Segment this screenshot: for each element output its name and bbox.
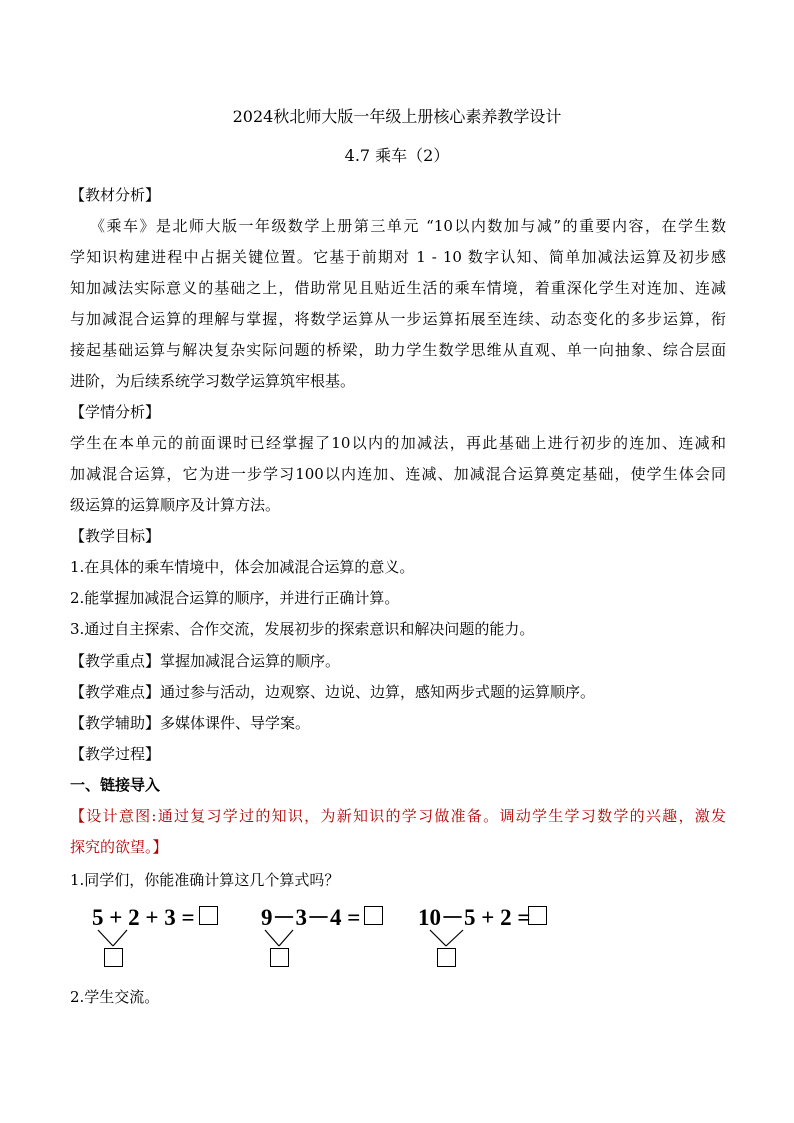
question-1: 1.同学们，你能准确计算这几个算式吗？ — [70, 871, 340, 889]
textbook-line-5: 接起基础运算与解决复杂实际问题的桥梁，助力学生数学思维从直观、单一向抽象、综合层面 — [70, 341, 726, 359]
textbook-line-2: 学知识构建进程中占据关键位置。它基于前期对 1 - 10 数字认知、简单加减法运算及初步感 — [70, 248, 726, 266]
equation-3: 10－5 + 2 = — [418, 905, 531, 930]
connector-2-right — [279, 930, 293, 946]
textbook-line-4: 与加减混合运算的理解与掌握，将数学运算从一步运算拓展至连续、动态变化的多步运算，衔 — [70, 310, 726, 328]
document-title: 2024秋北师大版一年级上册核心素养教学设计 — [232, 107, 562, 126]
difficulty-heading: 【教学难点】 — [70, 683, 161, 701]
equation-2: 9－3－4 = — [261, 905, 361, 930]
connector-3-left — [430, 930, 446, 946]
student-line-3: 级运算的运算顺序及计算方法。 — [70, 496, 281, 514]
student-line-2: 加减混合运算，它为进一步学习100以内连加、连减、加减混合运算奠定基础，使学生体会同 — [70, 465, 726, 483]
textbook-line-1: 《乘车》是北师大版一年级数学上册第三单元 “10以内数加与减”的重要内容，在学生数 — [90, 217, 726, 235]
equation-1: 5 + 2 + 3 = — [92, 905, 195, 930]
connector-1-left — [98, 930, 113, 946]
connector-2-left — [265, 930, 279, 946]
design-intent-line-1: 【设计意图:通过复习学过的知识，为新知识的学习做准备。调动学生学习数学的兴趣，激发 — [70, 807, 726, 825]
key-point-heading: 【教学重点】 — [70, 652, 161, 670]
connector-1-right — [113, 930, 127, 946]
difficulty-text: 通过参与活动，边观察、边说、边算，感知两步式题的运算顺序。 — [160, 683, 596, 701]
aids-text: 多媒体课件、导学案。 — [160, 714, 311, 732]
connector-3-right — [446, 930, 463, 946]
textbook-line-3: 知加减法实际意义的基础之上，借助常见且贴近生活的乘车情境，着重深化学生对连加、连减 — [70, 279, 726, 297]
goal-1: 1.在具体的乘车情境中，体会加减混合运算的意义。 — [70, 558, 415, 576]
design-intent-line-2: 探究的欲望。】 — [70, 838, 168, 856]
student-line-1: 学生在本单元的前面课时已经掌握了10以内的加减法，再此基础上进行初步的连加、连减和 — [70, 434, 726, 452]
question-2: 2.学生交流。 — [70, 988, 160, 1006]
lesson-title: 4.7 乘车（2） — [344, 146, 450, 165]
goal-2: 2.能掌握加减混合运算的顺序，并进行正确计算。 — [70, 589, 400, 607]
section-1-heading: 一、链接导入 — [70, 776, 161, 794]
teaching-process-heading: 【教学过程】 — [70, 745, 161, 763]
aids-heading: 【教学辅助】 — [70, 714, 161, 732]
textbook-line-6: 进阶，为后续系统学习数学运算筑牢根基。 — [70, 372, 356, 390]
textbook-analysis-heading: 【教材分析】 — [70, 186, 161, 204]
teaching-goals-heading: 【教学目标】 — [70, 527, 161, 545]
student-analysis-heading: 【学情分析】 — [70, 403, 161, 421]
goal-3: 3.通过自主探索、合作交流，发展初步的探索意识和解决问题的能力。 — [70, 620, 535, 638]
key-point-text: 掌握加减混合运算的顺序。 — [160, 652, 341, 670]
